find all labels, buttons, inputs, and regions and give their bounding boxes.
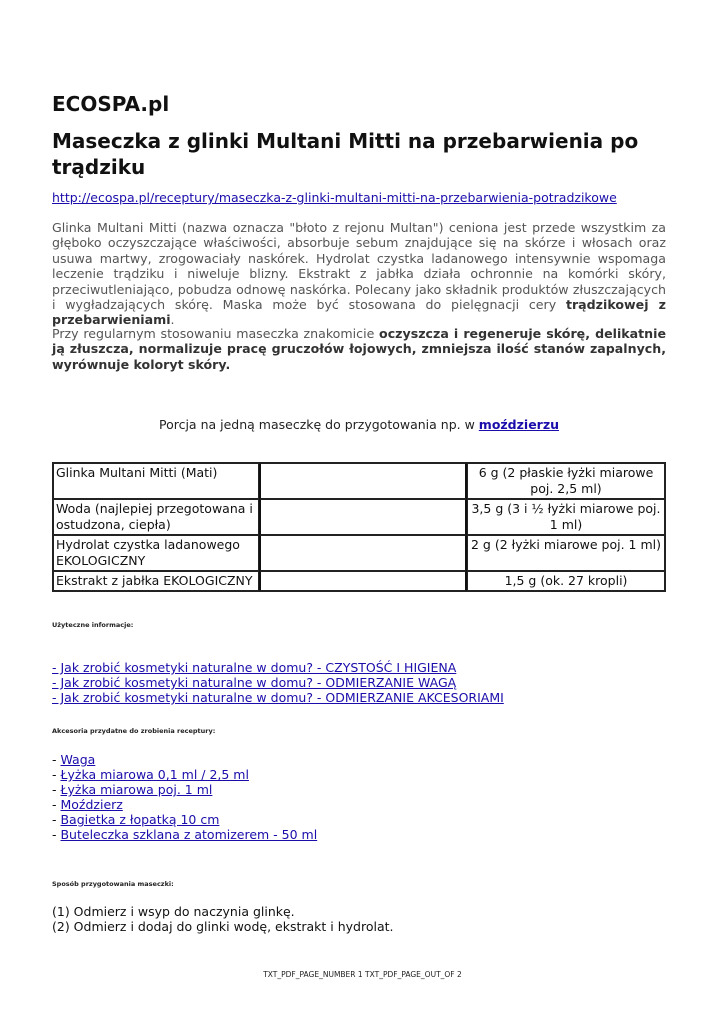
list-item [52,660,504,675]
ingredient-name: Glinka Multani Mitti (Mati) [53,463,259,499]
page-title: Maseczka z glinki Multani Mitti na przebarwienia po trądziku [52,129,639,179]
usage-paragraph [52,326,666,372]
list-prefix: - [52,827,61,842]
ingredient-name: Ekstrakt z jabłka EKOLOGICZNY [53,571,259,591]
table-row [53,535,665,571]
list-prefix: - [52,782,61,797]
list-item [52,782,317,797]
list-prefix: - [52,797,61,812]
useful-link-cleanliness[interactable]: - Jak zrobić kosmetyki naturalne w domu? - CZYSTOŚĆ I HIGIENA [52,660,457,675]
ingredient-name: Woda (najlepiej przegotowana i ostudzona, ciepła) [53,499,259,535]
table-row [53,463,665,499]
accessories-list [52,752,317,842]
ingredient-blank [259,535,467,571]
steps-list [52,904,394,934]
ingredient-amount: 3,5 g (3 i ½ łyżki miarowe poj. 1 ml) [467,499,665,535]
ingredient-amount: 1,5 g (ok. 27 kropli) [467,571,665,591]
list-item [52,690,504,705]
intro-paragraph [52,220,666,328]
accessory-link-scale[interactable]: Waga [60,752,96,767]
ingredient-name: Hydrolat czystka ladanowego EKOLOGICZNY [53,535,259,571]
step-item: (1) Odmierz i wsyp do naczynia glinkę. [52,904,295,919]
list-item [52,752,317,767]
accessory-link-spoon-1[interactable]: Łyżka miarowa poj. 1 ml [60,782,213,797]
accessory-link-stirrer[interactable]: Bagietka z łopatką 10 cm [60,812,220,827]
list-item [52,812,317,827]
useful-link-weighing[interactable]: - Jak zrobić kosmetyki naturalne w domu? - ODMIERZANIE WAGĄ [52,675,457,690]
accessory-link-spoon-25[interactable]: Łyżka miarowa 0,1 ml / 2,5 ml [60,767,249,782]
recipe-url-link[interactable]: http://ecospa.pl/receptury/maseczka-z-glinki-multani-mitti-na-przebarwienia-potradzikowe [52,190,617,205]
ingredient-blank [259,571,467,591]
method-heading: Sposób przygotowania maseczki: [52,880,174,888]
list-item [52,797,317,812]
page-footer: TXT_PDF_PAGE_NUMBER 1 TXT_PDF_PAGE_OUT_OF 2 [263,970,462,979]
useful-info-heading: Użyteczne informacje: [52,621,134,629]
site-name: ECOSPA.pl [52,92,170,116]
intro-text: Glinka Multani Mitti (nazwa oznacza "błoto z rejonu Multan") ceniona jest przede wszystkim za głęboko oczyszczające właściwości, absorbuje sebum znajdujące się na skórze i włosach oraz usuwa martwy, zrogowaciały naskórek. Hydrolat czystka ladanowego intensywnie wspomaga leczenie trądziku i niweluje blizny. Ekstrakt z jabłka działa ochronnie na komórki skóry, przeciwutleniająco, pobudza odnowę naskórka. Polecany jako składnik produktów złuszczających i wygładzających skórę. Maska może być stosowana do pielęgnacji cery [52,220,666,313]
ingredient-blank [259,463,467,499]
mortar-link[interactable]: moździerzu [478,417,560,432]
list-item [52,767,317,782]
intro-text-end: . [170,312,175,328]
accessory-link-mortar[interactable]: Moździerz [60,797,123,812]
portion-line [52,417,666,432]
usage-bold: oczyszcza i regeneruje skórę, delikatnie ją złuszcza, normalizuje pracę gruczołów łojowych, zmniejsza ilość stanów zapalnych, wyrównuje koloryt skóry. [52,326,666,372]
ingredient-blank [259,499,467,535]
accessory-link-bottle[interactable]: Buteleczka szklana z atomizerem - 50 ml [60,827,318,842]
ingredient-amount: 2 g (2 łyżki miarowe poj. 1 ml) [467,535,665,571]
list-prefix: - [52,767,61,782]
usage-text: Przy regularnym stosowaniu maseczka znakomicie [52,326,380,341]
accessories-heading: Akcesoria przydatne do zrobienia receptury: [52,727,216,735]
table-row [53,499,665,535]
ingredients-table [52,462,666,592]
list-item [52,827,317,842]
ingredient-amount: 6 g (2 płaskie łyżki miarowe poj. 2,5 ml) [467,463,665,499]
portion-text: Porcja na jedną maseczkę do przygotowania np. w [158,417,479,432]
list-prefix: - [52,812,61,827]
useful-links-list [52,660,504,705]
table-row [53,571,665,591]
step-item: (2) Odmierz i dodaj do glinki wodę, ekstrakt i hydrolat. [52,919,394,934]
useful-link-accessories[interactable]: - Jak zrobić kosmetyki naturalne w domu? - ODMIERZANIE AKCESORIAMI [52,690,504,705]
list-item [52,675,504,690]
intro-bold: trądzikowej z przebarwieniami [52,297,666,328]
list-prefix: - [52,752,61,767]
